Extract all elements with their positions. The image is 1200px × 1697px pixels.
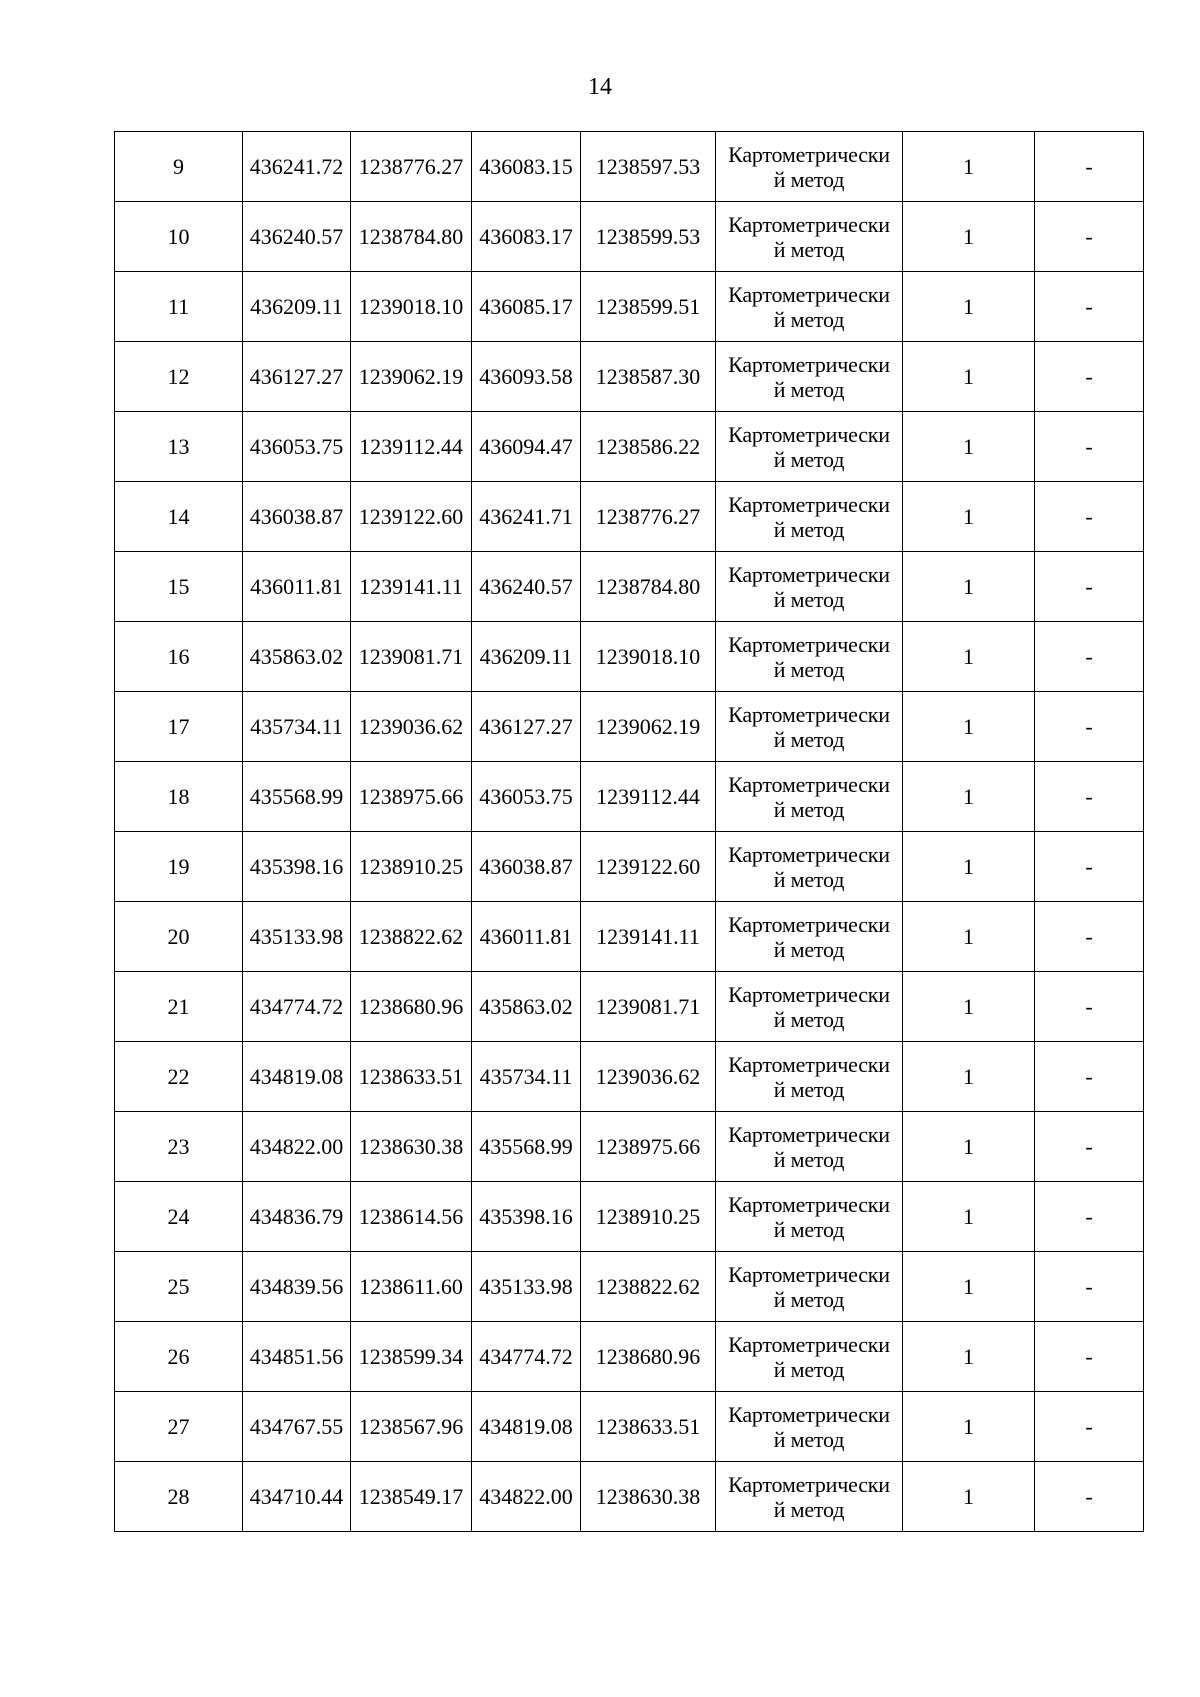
x2-coordinate-cell: 436240.57 xyxy=(472,552,581,622)
coordinates-table xyxy=(114,131,1144,1532)
method-text-line-2: й метод xyxy=(773,1076,845,1102)
table-row xyxy=(115,972,1144,1042)
point-number-cell: 22 xyxy=(115,1042,243,1112)
method-text-line-2: й метод xyxy=(773,866,845,892)
x2-coordinate-cell: 436038.87 xyxy=(472,832,581,902)
note-cell: - xyxy=(1035,272,1144,342)
table-row xyxy=(115,692,1144,762)
y1-coordinate-cell: 1239081.71 xyxy=(351,622,472,692)
method-text-line-2: й метод xyxy=(773,306,845,332)
y2-coordinate-cell: 1238597.53 xyxy=(581,132,716,202)
point-number-cell: 12 xyxy=(115,342,243,412)
x2-coordinate-cell: 435863.02 xyxy=(472,972,581,1042)
point-number-cell: 11 xyxy=(115,272,243,342)
note-cell: - xyxy=(1035,132,1144,202)
x1-coordinate-cell: 435568.99 xyxy=(243,762,351,832)
table-row xyxy=(115,272,1144,342)
x2-coordinate-cell: 436011.81 xyxy=(472,902,581,972)
method-text-line-1: Картометрически xyxy=(728,911,890,937)
x1-coordinate-cell: 434851.56 xyxy=(243,1322,351,1392)
method-text-line-1: Картометрически xyxy=(728,1471,890,1497)
point-number-cell: 14 xyxy=(115,482,243,552)
table-row xyxy=(115,132,1144,202)
accuracy-cell: 1 xyxy=(903,482,1035,552)
table-row xyxy=(115,1392,1144,1462)
method-cell xyxy=(716,1182,903,1252)
method-text-line-2: й метод xyxy=(773,1426,845,1452)
x1-coordinate-cell: 436127.27 xyxy=(243,342,351,412)
x1-coordinate-cell: 434839.56 xyxy=(243,1252,351,1322)
y1-coordinate-cell: 1238910.25 xyxy=(351,832,472,902)
accuracy-cell: 1 xyxy=(903,1042,1035,1112)
table-row xyxy=(115,1252,1144,1322)
y1-coordinate-cell: 1238599.34 xyxy=(351,1322,472,1392)
x1-coordinate-cell: 436053.75 xyxy=(243,412,351,482)
method-text-line-2: й метод xyxy=(773,726,845,752)
x1-coordinate-cell: 436011.81 xyxy=(243,552,351,622)
point-number-cell: 26 xyxy=(115,1322,243,1392)
note-cell: - xyxy=(1035,902,1144,972)
accuracy-cell: 1 xyxy=(903,202,1035,272)
y2-coordinate-cell: 1238776.27 xyxy=(581,482,716,552)
y1-coordinate-cell: 1239062.19 xyxy=(351,342,472,412)
accuracy-cell: 1 xyxy=(903,902,1035,972)
table-row xyxy=(115,902,1144,972)
x2-coordinate-cell: 436085.17 xyxy=(472,272,581,342)
accuracy-cell: 1 xyxy=(903,692,1035,762)
table-body xyxy=(115,132,1144,1532)
method-text-line-2: й метод xyxy=(773,586,845,612)
accuracy-cell: 1 xyxy=(903,342,1035,412)
y1-coordinate-cell: 1238822.62 xyxy=(351,902,472,972)
x1-coordinate-cell: 434774.72 xyxy=(243,972,351,1042)
method-text-line-2: й метод xyxy=(773,236,845,262)
note-cell: - xyxy=(1035,412,1144,482)
accuracy-cell: 1 xyxy=(903,552,1035,622)
x1-coordinate-cell: 435734.11 xyxy=(243,692,351,762)
accuracy-cell: 1 xyxy=(903,1252,1035,1322)
method-text-line-2: й метод xyxy=(773,936,845,962)
point-number-cell: 19 xyxy=(115,832,243,902)
note-cell: - xyxy=(1035,972,1144,1042)
method-cell xyxy=(716,1392,903,1462)
point-number-cell: 21 xyxy=(115,972,243,1042)
point-number-cell: 17 xyxy=(115,692,243,762)
method-text-line-1: Картометрически xyxy=(728,211,890,237)
y2-coordinate-cell: 1238784.80 xyxy=(581,552,716,622)
method-cell xyxy=(716,552,903,622)
method-cell xyxy=(716,482,903,552)
method-cell xyxy=(716,902,903,972)
note-cell: - xyxy=(1035,342,1144,412)
accuracy-cell: 1 xyxy=(903,412,1035,482)
note-cell: - xyxy=(1035,762,1144,832)
x1-coordinate-cell: 436038.87 xyxy=(243,482,351,552)
method-cell xyxy=(716,412,903,482)
note-cell: - xyxy=(1035,202,1144,272)
y1-coordinate-cell: 1238567.96 xyxy=(351,1392,472,1462)
method-text-line-2: й метод xyxy=(773,1496,845,1522)
y2-coordinate-cell: 1238630.38 xyxy=(581,1462,716,1532)
accuracy-cell: 1 xyxy=(903,1182,1035,1252)
y1-coordinate-cell: 1238680.96 xyxy=(351,972,472,1042)
method-cell xyxy=(716,1322,903,1392)
y1-coordinate-cell: 1238776.27 xyxy=(351,132,472,202)
y2-coordinate-cell: 1238910.25 xyxy=(581,1182,716,1252)
x1-coordinate-cell: 435863.02 xyxy=(243,622,351,692)
method-cell xyxy=(716,832,903,902)
point-number-cell: 15 xyxy=(115,552,243,622)
table-row xyxy=(115,1042,1144,1112)
y1-coordinate-cell: 1238630.38 xyxy=(351,1112,472,1182)
note-cell: - xyxy=(1035,1462,1144,1532)
method-text-line-1: Картометрически xyxy=(728,841,890,867)
point-number-cell: 16 xyxy=(115,622,243,692)
method-cell xyxy=(716,272,903,342)
method-text-line-1: Картометрически xyxy=(728,771,890,797)
table-row xyxy=(115,412,1144,482)
method-text-line-1: Картометрически xyxy=(728,631,890,657)
table-row xyxy=(115,552,1144,622)
method-text-line-1: Картометрически xyxy=(728,281,890,307)
y2-coordinate-cell: 1239062.19 xyxy=(581,692,716,762)
x2-coordinate-cell: 436094.47 xyxy=(472,412,581,482)
x2-coordinate-cell: 435398.16 xyxy=(472,1182,581,1252)
table-row xyxy=(115,1462,1144,1532)
point-number-cell: 24 xyxy=(115,1182,243,1252)
point-number-cell: 20 xyxy=(115,902,243,972)
x1-coordinate-cell: 434836.79 xyxy=(243,1182,351,1252)
accuracy-cell: 1 xyxy=(903,1392,1035,1462)
y1-coordinate-cell: 1238784.80 xyxy=(351,202,472,272)
point-number-cell: 28 xyxy=(115,1462,243,1532)
table-row xyxy=(115,202,1144,272)
table-row xyxy=(115,1112,1144,1182)
method-text-line-1: Картометрически xyxy=(728,701,890,727)
table-row xyxy=(115,482,1144,552)
method-text-line-1: Картометрически xyxy=(728,1401,890,1427)
method-cell xyxy=(716,1112,903,1182)
method-text-line-2: й метод xyxy=(773,656,845,682)
method-text-line-2: й метод xyxy=(773,796,845,822)
method-cell xyxy=(716,342,903,412)
y1-coordinate-cell: 1238614.56 xyxy=(351,1182,472,1252)
x2-coordinate-cell: 436209.11 xyxy=(472,622,581,692)
table-row xyxy=(115,622,1144,692)
method-text-line-2: й метод xyxy=(773,376,845,402)
method-text-line-1: Картометрически xyxy=(728,1261,890,1287)
table-row xyxy=(115,342,1144,412)
table-row xyxy=(115,1322,1144,1392)
method-cell xyxy=(716,1462,903,1532)
point-number-cell: 9 xyxy=(115,132,243,202)
y1-coordinate-cell: 1239141.11 xyxy=(351,552,472,622)
accuracy-cell: 1 xyxy=(903,132,1035,202)
method-text-line-1: Картометрически xyxy=(728,491,890,517)
x2-coordinate-cell: 435734.11 xyxy=(472,1042,581,1112)
y1-coordinate-cell: 1239018.10 xyxy=(351,272,472,342)
note-cell: - xyxy=(1035,692,1144,762)
method-text-line-1: Картометрически xyxy=(728,351,890,377)
note-cell: - xyxy=(1035,832,1144,902)
table-row xyxy=(115,1182,1144,1252)
page-number: 14 xyxy=(588,74,612,100)
y2-coordinate-cell: 1238586.22 xyxy=(581,412,716,482)
x2-coordinate-cell: 436053.75 xyxy=(472,762,581,832)
method-text-line-2: й метод xyxy=(773,1216,845,1242)
y2-coordinate-cell: 1238599.53 xyxy=(581,202,716,272)
accuracy-cell: 1 xyxy=(903,272,1035,342)
x2-coordinate-cell: 435133.98 xyxy=(472,1252,581,1322)
x1-coordinate-cell: 434710.44 xyxy=(243,1462,351,1532)
y2-coordinate-cell: 1239081.71 xyxy=(581,972,716,1042)
x2-coordinate-cell: 434819.08 xyxy=(472,1392,581,1462)
x2-coordinate-cell: 436241.71 xyxy=(472,482,581,552)
accuracy-cell: 1 xyxy=(903,972,1035,1042)
table-row xyxy=(115,762,1144,832)
x2-coordinate-cell: 435568.99 xyxy=(472,1112,581,1182)
x1-coordinate-cell: 436240.57 xyxy=(243,202,351,272)
method-text-line-1: Картометрически xyxy=(728,1051,890,1077)
y1-coordinate-cell: 1239122.60 xyxy=(351,482,472,552)
method-cell xyxy=(716,762,903,832)
point-number-cell: 27 xyxy=(115,1392,243,1462)
method-cell xyxy=(716,692,903,762)
y2-coordinate-cell: 1239141.11 xyxy=(581,902,716,972)
table-row xyxy=(115,832,1144,902)
x1-coordinate-cell: 434819.08 xyxy=(243,1042,351,1112)
point-number-cell: 18 xyxy=(115,762,243,832)
point-number-cell: 23 xyxy=(115,1112,243,1182)
x2-coordinate-cell: 436127.27 xyxy=(472,692,581,762)
method-text-line-2: й метод xyxy=(773,1006,845,1032)
accuracy-cell: 1 xyxy=(903,1322,1035,1392)
accuracy-cell: 1 xyxy=(903,1462,1035,1532)
x1-coordinate-cell: 436209.11 xyxy=(243,272,351,342)
y2-coordinate-cell: 1239036.62 xyxy=(581,1042,716,1112)
note-cell: - xyxy=(1035,1112,1144,1182)
note-cell: - xyxy=(1035,552,1144,622)
method-text-line-1: Картометрически xyxy=(728,141,890,167)
x1-coordinate-cell: 434822.00 xyxy=(243,1112,351,1182)
method-text-line-2: й метод xyxy=(773,516,845,542)
method-text-line-2: й метод xyxy=(773,446,845,472)
method-text-line-1: Картометрически xyxy=(728,1121,890,1147)
x2-coordinate-cell: 436083.17 xyxy=(472,202,581,272)
y2-coordinate-cell: 1238587.30 xyxy=(581,342,716,412)
method-cell xyxy=(716,1252,903,1322)
y1-coordinate-cell: 1239112.44 xyxy=(351,412,472,482)
x1-coordinate-cell: 436241.72 xyxy=(243,132,351,202)
y1-coordinate-cell: 1238633.51 xyxy=(351,1042,472,1112)
x2-coordinate-cell: 434822.00 xyxy=(472,1462,581,1532)
y2-coordinate-cell: 1238599.51 xyxy=(581,272,716,342)
x1-coordinate-cell: 434767.55 xyxy=(243,1392,351,1462)
note-cell: - xyxy=(1035,1042,1144,1112)
method-text-line-2: й метод xyxy=(773,1286,845,1312)
y1-coordinate-cell: 1239036.62 xyxy=(351,692,472,762)
accuracy-cell: 1 xyxy=(903,1112,1035,1182)
x2-coordinate-cell: 436093.58 xyxy=(472,342,581,412)
method-text-line-2: й метод xyxy=(773,1146,845,1172)
x1-coordinate-cell: 435398.16 xyxy=(243,832,351,902)
note-cell: - xyxy=(1035,1182,1144,1252)
accuracy-cell: 1 xyxy=(903,832,1035,902)
method-text-line-1: Картометрически xyxy=(728,421,890,447)
method-cell xyxy=(716,202,903,272)
method-cell xyxy=(716,1042,903,1112)
method-text-line-1: Картометрически xyxy=(728,981,890,1007)
point-number-cell: 10 xyxy=(115,202,243,272)
method-text-line-1: Картометрически xyxy=(728,1331,890,1357)
y1-coordinate-cell: 1238611.60 xyxy=(351,1252,472,1322)
method-cell xyxy=(716,132,903,202)
y2-coordinate-cell: 1238822.62 xyxy=(581,1252,716,1322)
note-cell: - xyxy=(1035,622,1144,692)
method-cell xyxy=(716,972,903,1042)
point-number-cell: 13 xyxy=(115,412,243,482)
method-text-line-1: Картометрически xyxy=(728,1191,890,1217)
x1-coordinate-cell: 435133.98 xyxy=(243,902,351,972)
y2-coordinate-cell: 1239112.44 xyxy=(581,762,716,832)
y1-coordinate-cell: 1238975.66 xyxy=(351,762,472,832)
note-cell: - xyxy=(1035,1392,1144,1462)
x2-coordinate-cell: 436083.15 xyxy=(472,132,581,202)
y2-coordinate-cell: 1239018.10 xyxy=(581,622,716,692)
note-cell: - xyxy=(1035,1252,1144,1322)
y2-coordinate-cell: 1238680.96 xyxy=(581,1322,716,1392)
note-cell: - xyxy=(1035,482,1144,552)
method-text-line-2: й метод xyxy=(773,1356,845,1382)
y1-coordinate-cell: 1238549.17 xyxy=(351,1462,472,1532)
method-text-line-1: Картометрически xyxy=(728,561,890,587)
note-cell: - xyxy=(1035,1322,1144,1392)
x2-coordinate-cell: 434774.72 xyxy=(472,1322,581,1392)
point-number-cell: 25 xyxy=(115,1252,243,1322)
method-cell xyxy=(716,622,903,692)
accuracy-cell: 1 xyxy=(903,622,1035,692)
y2-coordinate-cell: 1239122.60 xyxy=(581,832,716,902)
y2-coordinate-cell: 1238975.66 xyxy=(581,1112,716,1182)
accuracy-cell: 1 xyxy=(903,762,1035,832)
y2-coordinate-cell: 1238633.51 xyxy=(581,1392,716,1462)
method-text-line-2: й метод xyxy=(773,166,845,192)
